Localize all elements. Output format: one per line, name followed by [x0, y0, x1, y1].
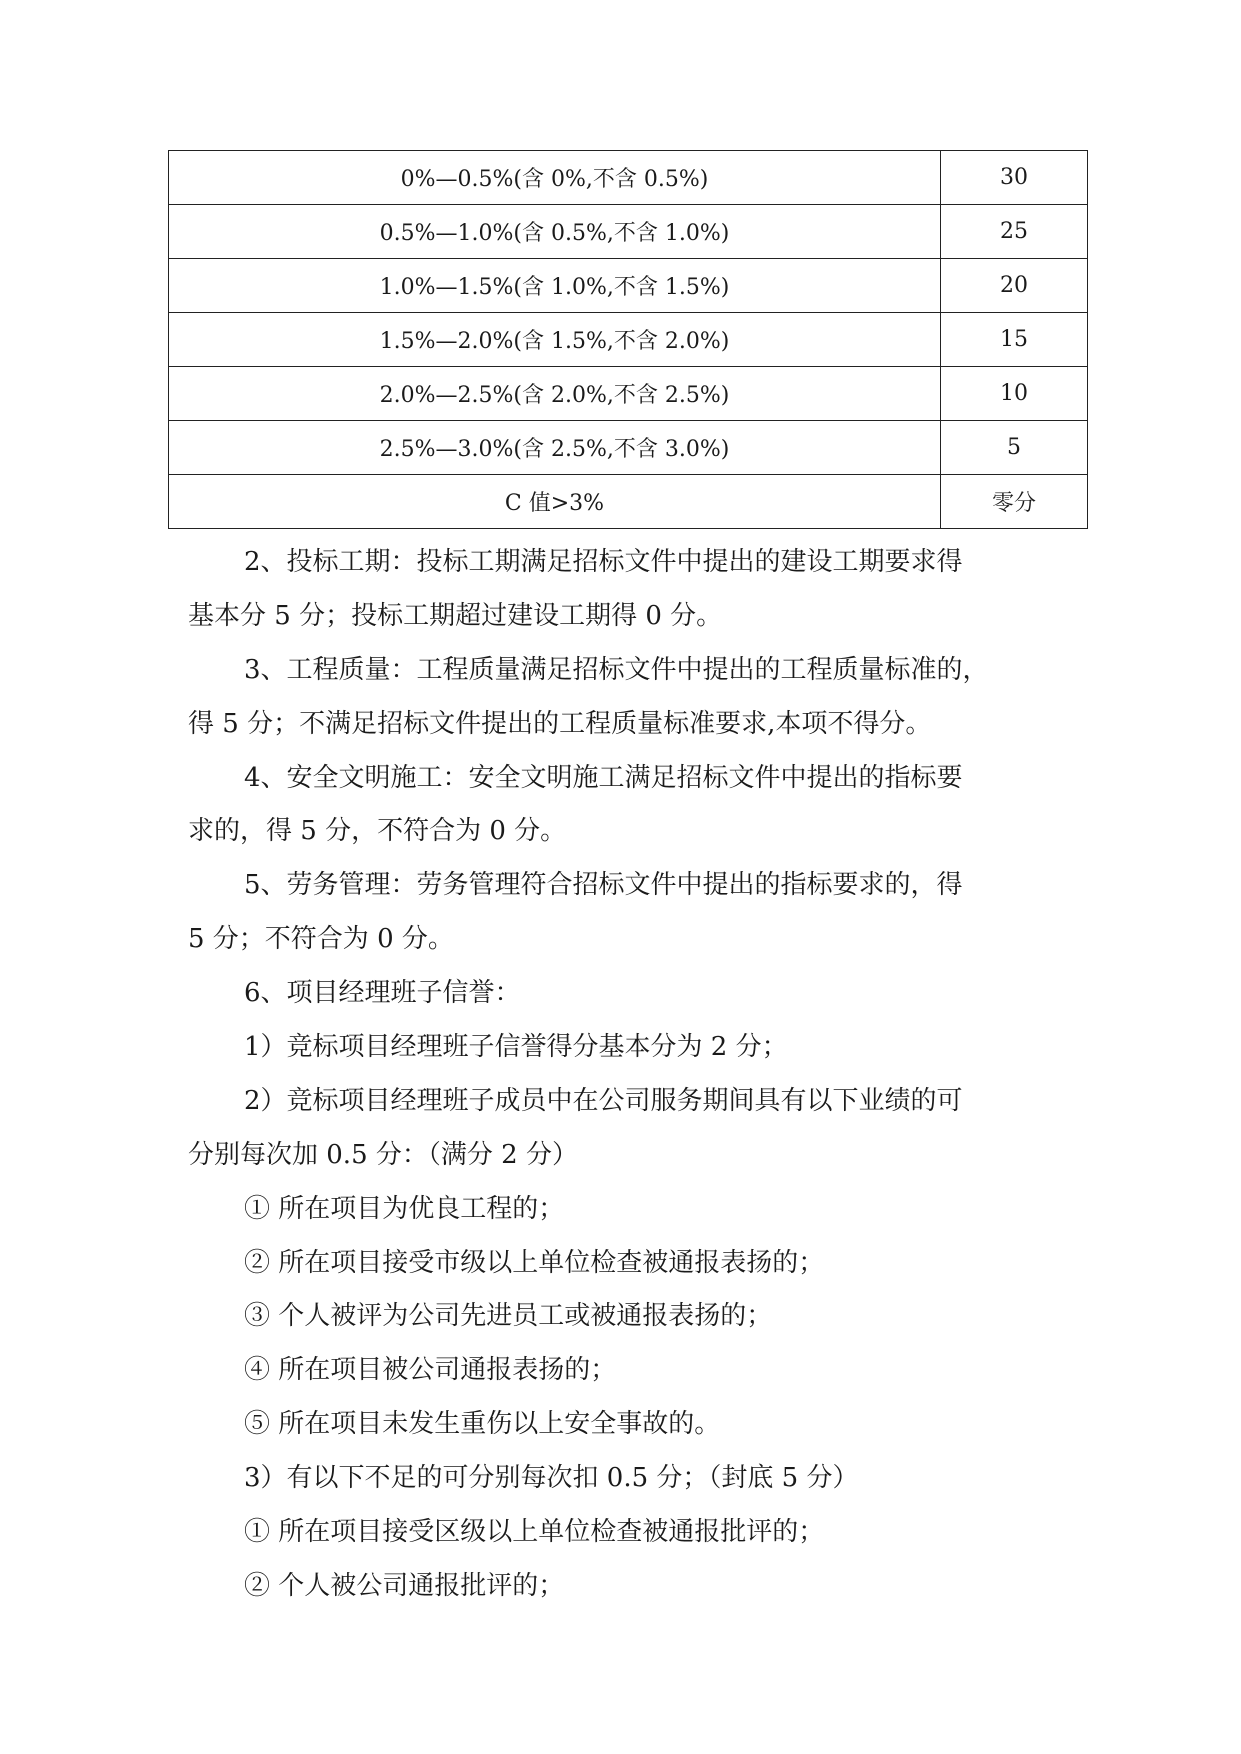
range-cell: 1.5%—2.0%(含 1.5%,不含 2.0%): [169, 313, 941, 367]
body-text: [188, 536, 1068, 1614]
paragraph-line: ② 所在项目接受市级以上单位检查被通报表扬的；: [244, 1247, 825, 1278]
paragraph-line: ④ 所在项目被公司通报表扬的；: [244, 1355, 617, 1386]
range-cell: 0%—0.5%(含 0%,不含 0.5%): [169, 151, 941, 205]
paragraph-line: 2、投标工期：投标工期满足招标文件中提出的建设工期要求得: [244, 547, 963, 577]
paragraph-line: 5 分；不符合为 0 分。: [188, 924, 454, 955]
paragraph-line: ② 个人被公司通报批评的；: [244, 1570, 565, 1601]
paragraph-line: 3）有以下不足的可分别每次扣 0.5 分；（封底 5 分）: [244, 1463, 859, 1494]
paragraph-line: 基本分 5 分；投标工期超过建设工期得 0 分。: [188, 600, 723, 631]
table-row: [169, 475, 1088, 529]
table-row: [169, 151, 1088, 205]
score-cell: 15: [941, 313, 1088, 367]
table-row: [169, 205, 1088, 259]
paragraph-line: ① 所在项目接受区级以上单位检查被通报批评的；: [244, 1517, 825, 1548]
range-cell: 2.5%—3.0%(含 2.5%,不含 3.0%): [169, 421, 941, 475]
paragraph-line: 5、劳务管理：劳务管理符合招标文件中提出的指标要求的，得: [244, 870, 963, 901]
table-row: [169, 259, 1088, 313]
range-cell: 0.5%—1.0%(含 0.5%,不含 1.0%): [169, 205, 941, 259]
range-cell: 2.0%—2.5%(含 2.0%,不含 2.5%): [169, 367, 941, 421]
paragraph-line: ⑤ 所在项目未发生重伤以上安全事故的。: [244, 1409, 721, 1440]
score-cell: 5: [941, 421, 1088, 475]
score-cell: 零分: [941, 475, 1088, 529]
paragraph-line: 6、项目经理班子信誉：: [244, 978, 521, 1009]
paragraph-line: 分别每次加 0.5 分：（满分 2 分）: [188, 1139, 578, 1170]
paragraph-line: ③ 个人被评为公司先进员工或被通报表扬的；: [244, 1301, 773, 1332]
paragraph-line: 2）竞标项目经理班子成员中在公司服务期间具有以下业绩的可: [244, 1085, 963, 1116]
paragraph-line: 求的，得 5 分，不符合为 0 分。: [188, 816, 567, 847]
score-table: [168, 150, 1088, 529]
table-row: [169, 367, 1088, 421]
paragraph-line: 3、工程质量：工程质量满足招标文件中提出的工程质量标准的，: [244, 654, 989, 685]
paragraph-line: 得 5 分；不满足招标文件提出的工程质量标准要求,本项不得分。: [188, 708, 932, 739]
paragraph-line: ① 所在项目为优良工程的；: [244, 1193, 565, 1224]
paragraph-line: 1）竞标项目经理班子信誉得分基本分为 2 分；: [244, 1032, 788, 1063]
score-cell: 10: [941, 367, 1088, 421]
range-cell: 1.0%—1.5%(含 1.0%,不含 1.5%): [169, 259, 941, 313]
score-cell: 25: [941, 205, 1088, 259]
paragraph-line: 4、安全文明施工：安全文明施工满足招标文件中提出的指标要: [244, 762, 963, 793]
range-cell: C 值>3%: [169, 475, 941, 529]
table-row: [169, 421, 1088, 475]
score-cell: 20: [941, 259, 1088, 313]
table-row: [169, 313, 1088, 367]
score-cell: 30: [941, 151, 1088, 205]
